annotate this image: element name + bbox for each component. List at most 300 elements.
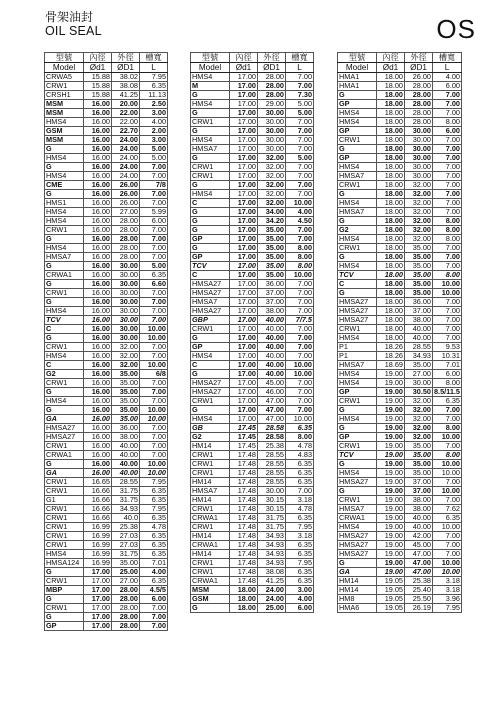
- width-cell: 7.00: [433, 478, 462, 487]
- table-row: [338, 550, 462, 559]
- outer-diameter-cell: 40.00: [258, 361, 286, 370]
- outer-diameter-cell: 22.00: [112, 118, 140, 127]
- model-cell: G: [338, 253, 377, 262]
- table-row: [191, 424, 314, 433]
- model-cell: HMSA27: [338, 298, 377, 307]
- outer-diameter-cell: 26.00: [112, 199, 140, 208]
- width-cell: 7.00: [433, 172, 462, 181]
- outer-diameter-cell: 38.00: [112, 433, 140, 442]
- table-row: [45, 613, 168, 622]
- oil-seal-table-3: [337, 52, 462, 613]
- inner-diameter-cell: 18.00: [377, 118, 405, 127]
- inner-diameter-cell: 18.00: [377, 172, 405, 181]
- width-cell: 7.00: [286, 118, 314, 127]
- outer-diameter-cell: 32.00: [405, 424, 433, 433]
- inner-diameter-cell: 17.00: [230, 163, 258, 172]
- inner-diameter-cell: 16.00: [84, 325, 112, 334]
- width-cell: 5.99: [140, 208, 168, 217]
- width-cell: 7.00: [140, 316, 168, 325]
- table-row: [338, 244, 462, 253]
- model-cell: G: [191, 406, 230, 415]
- model-cell: HM14: [191, 442, 230, 451]
- outer-diameter-cell: 35.00: [112, 415, 140, 424]
- inner-diameter-cell: 19.00: [377, 451, 405, 460]
- outer-diameter-cell: 28.00: [258, 73, 286, 82]
- outer-diameter-cell: 32.00: [112, 361, 140, 370]
- inner-diameter-cell: 19.00: [377, 397, 405, 406]
- width-cell: 7.00: [140, 289, 168, 298]
- outer-diameter-cell: 28.00: [112, 613, 140, 622]
- model-cell: HMS4: [338, 523, 377, 532]
- model-cell: GA: [45, 415, 84, 424]
- table-row: [45, 433, 168, 442]
- table-row: [45, 127, 168, 136]
- table-row: [45, 478, 168, 487]
- width-cell: 9.53: [433, 343, 462, 352]
- width-cell: 10.00: [433, 280, 462, 289]
- inner-diameter-cell: 19.00: [377, 550, 405, 559]
- table-row: [191, 586, 314, 595]
- model-cell: G: [338, 487, 377, 496]
- model-cell: GP: [191, 253, 230, 262]
- model-cell: CRW1: [45, 379, 84, 388]
- table-row: [45, 586, 168, 595]
- table-row: [191, 190, 314, 199]
- model-cell: MSM: [45, 109, 84, 118]
- outer-diameter-cell: 47.00: [405, 568, 433, 577]
- width-cell: 8.00: [433, 235, 462, 244]
- table-row: [45, 595, 168, 604]
- table-row: [45, 271, 168, 280]
- table-row: [338, 541, 462, 550]
- table-row: [45, 208, 168, 217]
- inner-diameter-cell: 17.48: [230, 568, 258, 577]
- width-cell: 7.00: [286, 289, 314, 298]
- table-row: [45, 514, 168, 523]
- width-cell: 7.00: [140, 442, 168, 451]
- inner-diameter-cell: 17.48: [230, 460, 258, 469]
- width-cell: 7.01: [433, 361, 462, 370]
- outer-diameter-cell: 28.00: [112, 253, 140, 262]
- outer-diameter-cell: 38.02: [112, 73, 140, 82]
- inner-diameter-cell: 19.00: [377, 478, 405, 487]
- width-cell: 7/7.5: [286, 316, 314, 325]
- width-cell: 10.00: [286, 415, 314, 424]
- width-cell: 4.5/5: [140, 586, 168, 595]
- inner-diameter-cell: 18.00: [377, 208, 405, 217]
- outer-diameter-cell: 35.00: [258, 253, 286, 262]
- model-cell: CRW1: [45, 514, 84, 523]
- width-cell: 6.00: [433, 82, 462, 91]
- width-cell: 3.18: [286, 496, 314, 505]
- width-cell: 7.95: [286, 559, 314, 568]
- model-cell: GP: [338, 154, 377, 163]
- outer-diameter-cell: 30.15: [258, 496, 286, 505]
- oil-seal-table-2: [190, 52, 314, 613]
- width-cell: 5.00: [286, 100, 314, 109]
- table-row: [338, 226, 462, 235]
- outer-diameter-cell: 35.00: [258, 226, 286, 235]
- outer-diameter-cell: 35.00: [112, 559, 140, 568]
- width-cell: 8.00: [433, 217, 462, 226]
- width-cell: 10.00: [286, 370, 314, 379]
- model-cell: CRWA1: [45, 451, 84, 460]
- inner-diameter-cell: 17.48: [230, 478, 258, 487]
- table-row: [45, 622, 168, 631]
- title-english: OIL SEAL: [45, 24, 102, 38]
- width-cell: 8.00: [286, 433, 314, 442]
- width-cell: 10.00: [433, 289, 462, 298]
- inner-diameter-cell: 17.00: [230, 316, 258, 325]
- od-header-zh: 外徑: [112, 53, 140, 63]
- outer-diameter-cell: 27.00: [112, 208, 140, 217]
- model-cell: CRW1: [191, 469, 230, 478]
- inner-diameter-cell: 17.00: [84, 568, 112, 577]
- table-row: [45, 154, 168, 163]
- inner-diameter-cell: 18.00: [377, 181, 405, 190]
- table-row: [45, 343, 168, 352]
- table-row: [45, 280, 168, 289]
- outer-diameter-cell: 35.00: [405, 271, 433, 280]
- model-cell: MSM: [191, 586, 230, 595]
- model-cell: HM14: [191, 496, 230, 505]
- model-cell: HMS4: [338, 118, 377, 127]
- outer-diameter-cell: 24.00: [258, 595, 286, 604]
- model-cell: CRW1: [45, 343, 84, 352]
- model-cell: G: [191, 127, 230, 136]
- outer-diameter-cell: 30.00: [405, 163, 433, 172]
- width-cell: 7.30: [286, 91, 314, 100]
- outer-diameter-cell: 38.00: [405, 505, 433, 514]
- model-cell: GBP: [191, 316, 230, 325]
- outer-diameter-cell: 35.00: [405, 442, 433, 451]
- width-cell: 7.00: [433, 181, 462, 190]
- table-row: [191, 487, 314, 496]
- inner-diameter-cell: 17.00: [230, 397, 258, 406]
- table-row: [191, 235, 314, 244]
- model-cell: CRW1: [191, 325, 230, 334]
- width-header-en: L: [140, 63, 168, 73]
- outer-diameter-cell: 32.00: [405, 208, 433, 217]
- model-cell: CME: [45, 181, 84, 190]
- table-row: [191, 208, 314, 217]
- table-row: [45, 550, 168, 559]
- outer-diameter-cell: 30.00: [112, 271, 140, 280]
- inner-diameter-cell: 19.00: [377, 415, 405, 424]
- model-cell: GP: [191, 343, 230, 352]
- inner-diameter-cell: 18.00: [377, 82, 405, 91]
- table-row: [191, 172, 314, 181]
- width-cell: 7/8: [140, 181, 168, 190]
- model-cell: M: [191, 82, 230, 91]
- model-cell: HMS4: [191, 352, 230, 361]
- outer-diameter-cell: 32.00: [112, 352, 140, 361]
- inner-diameter-cell: 19.00: [377, 433, 405, 442]
- table-row: [191, 442, 314, 451]
- outer-diameter-cell: 30.00: [112, 289, 140, 298]
- width-cell: 6.35: [286, 469, 314, 478]
- outer-diameter-cell: 30.00: [112, 280, 140, 289]
- table-row: [191, 325, 314, 334]
- width-cell: 7.00: [286, 307, 314, 316]
- model-cell: G: [45, 568, 84, 577]
- table-row: [338, 280, 462, 289]
- table-row: [45, 469, 168, 478]
- inner-diameter-cell: 17.00: [230, 262, 258, 271]
- table-row: [191, 595, 314, 604]
- inner-diameter-cell: 17.00: [230, 109, 258, 118]
- header-row-en: [338, 63, 462, 73]
- outer-diameter-cell: 36.00: [112, 424, 140, 433]
- inner-diameter-cell: 19.05: [377, 595, 405, 604]
- model-cell: CRW1: [338, 496, 377, 505]
- table-row: [338, 163, 462, 172]
- width-cell: 7.00: [140, 343, 168, 352]
- model-cell: G: [338, 289, 377, 298]
- outer-diameter-cell: 34.93: [258, 550, 286, 559]
- inner-diameter-cell: 18.00: [377, 199, 405, 208]
- inner-diameter-cell: 18.00: [377, 91, 405, 100]
- table-row: [191, 298, 314, 307]
- width-cell: 3.18: [286, 532, 314, 541]
- inner-diameter-cell: 17.00: [84, 613, 112, 622]
- inner-diameter-cell: 16.00: [84, 451, 112, 460]
- width-cell: 6.00: [433, 127, 462, 136]
- model-cell: P1: [338, 352, 377, 361]
- outer-diameter-cell: 35.00: [405, 244, 433, 253]
- table-row: [45, 262, 168, 271]
- inner-diameter-cell: 17.00: [84, 604, 112, 613]
- width-cell: 4.83: [286, 451, 314, 460]
- table-row: [45, 118, 168, 127]
- table-row: [338, 514, 462, 523]
- outer-diameter-cell: 30.00: [258, 136, 286, 145]
- model-cell: HMS4: [338, 199, 377, 208]
- width-cell: 6.00: [433, 370, 462, 379]
- outer-diameter-cell: 31.75: [112, 496, 140, 505]
- outer-diameter-cell: 32.00: [112, 343, 140, 352]
- inner-diameter-cell: 16.00: [84, 109, 112, 118]
- inner-diameter-cell: 18.00: [377, 289, 405, 298]
- inner-diameter-cell: 17.00: [230, 388, 258, 397]
- model-cell: G: [338, 424, 377, 433]
- model-cell: CRW1: [338, 397, 377, 406]
- table-row: [45, 496, 168, 505]
- model-cell: HMS4: [338, 334, 377, 343]
- outer-diameter-cell: 25.00: [112, 568, 140, 577]
- inner-diameter-cell: 17.00: [230, 136, 258, 145]
- model-cell: HMS4: [338, 469, 377, 478]
- model-cell: G2: [191, 433, 230, 442]
- outer-diameter-cell: 40.00: [112, 469, 140, 478]
- brand-mark: OS: [436, 14, 476, 44]
- outer-diameter-cell: 47.00: [405, 559, 433, 568]
- table-row: [338, 460, 462, 469]
- table-row: [191, 181, 314, 190]
- inner-diameter-cell: 16.00: [84, 406, 112, 415]
- width-cell: 7.00: [140, 298, 168, 307]
- table-row: [45, 307, 168, 316]
- table-row: [191, 550, 314, 559]
- outer-diameter-cell: 30.00: [112, 262, 140, 271]
- table-row: [45, 253, 168, 262]
- width-cell: 10.00: [433, 460, 462, 469]
- table-row: [45, 388, 168, 397]
- table-row: [45, 532, 168, 541]
- outer-diameter-cell: 20.00: [112, 100, 140, 109]
- inner-diameter-cell: 16.00: [84, 361, 112, 370]
- width-cell: 6.35: [140, 577, 168, 586]
- outer-diameter-cell: 22.00: [112, 109, 140, 118]
- width-cell: 7.00: [286, 82, 314, 91]
- model-cell: G: [45, 334, 84, 343]
- width-cell: 7.00: [286, 397, 314, 406]
- inner-diameter-cell: 19.00: [377, 514, 405, 523]
- table-row: [191, 460, 314, 469]
- inner-diameter-cell: 16.00: [84, 118, 112, 127]
- inner-diameter-cell: 15.88: [84, 91, 112, 100]
- outer-diameter-cell: 30.00: [405, 154, 433, 163]
- inner-diameter-cell: 16.00: [84, 145, 112, 154]
- width-cell: 7.00: [433, 415, 462, 424]
- model-cell: CRW1: [338, 181, 377, 190]
- model-cell: HMS4: [338, 163, 377, 172]
- table-row: [191, 154, 314, 163]
- model-cell: CRW1: [45, 289, 84, 298]
- model-cell: CRW1: [45, 505, 84, 514]
- table-row: [191, 217, 314, 226]
- outer-diameter-cell: 30.00: [112, 316, 140, 325]
- width-cell: 7.00: [433, 316, 462, 325]
- inner-diameter-cell: 17.48: [230, 541, 258, 550]
- model-cell: HMS4: [45, 352, 84, 361]
- outer-diameter-cell: 30.00: [112, 298, 140, 307]
- inner-diameter-cell: 17.48: [230, 469, 258, 478]
- model-cell: HMS4: [338, 109, 377, 118]
- width-cell: 5.00: [140, 145, 168, 154]
- width-cell: 11.13: [140, 91, 168, 100]
- model-cell: CRWA5: [45, 73, 84, 82]
- table-row: [45, 145, 168, 154]
- inner-diameter-cell: 19.00: [377, 442, 405, 451]
- width-cell: 7.95: [433, 604, 462, 613]
- model-cell: HMSA7: [191, 487, 230, 496]
- model-cell: HM14: [338, 577, 377, 586]
- model-cell: G: [45, 406, 84, 415]
- table-row: [191, 82, 314, 91]
- width-cell: 7.00: [433, 253, 462, 262]
- table-row: [45, 199, 168, 208]
- width-cell: 7.00: [140, 424, 168, 433]
- outer-diameter-cell: 42.00: [405, 532, 433, 541]
- outer-diameter-cell: 27.00: [405, 370, 433, 379]
- oil-seal-table-1: [44, 52, 168, 631]
- table-row: [45, 460, 168, 469]
- model-cell: GP: [338, 388, 377, 397]
- model-cell: CRW1: [45, 604, 84, 613]
- table-row: [338, 442, 462, 451]
- outer-diameter-cell: 30.00: [112, 334, 140, 343]
- table-row: [191, 478, 314, 487]
- outer-diameter-cell: 47.00: [258, 415, 286, 424]
- inner-diameter-cell: 17.00: [230, 280, 258, 289]
- model-cell: HMS4: [45, 208, 84, 217]
- table-row: [45, 316, 168, 325]
- table-row: [45, 415, 168, 424]
- outer-diameter-cell: 40.00: [112, 460, 140, 469]
- outer-diameter-cell: 32.00: [258, 154, 286, 163]
- outer-diameter-cell: 32.00: [258, 181, 286, 190]
- inner-diameter-cell: 17.45: [230, 433, 258, 442]
- width-cell: 2.00: [140, 127, 168, 136]
- outer-diameter-cell: 25.38: [258, 442, 286, 451]
- width-cell: 7.00: [286, 73, 314, 82]
- inner-diameter-cell: 17.00: [230, 334, 258, 343]
- width-cell: 3.00: [140, 109, 168, 118]
- model-cell: G: [191, 217, 230, 226]
- model-cell: G: [191, 91, 230, 100]
- header-row-zh: [338, 53, 462, 63]
- inner-diameter-cell: 18.00: [230, 604, 258, 613]
- inner-diameter-cell: 17.48: [230, 559, 258, 568]
- inner-diameter-cell: 18.26: [377, 343, 405, 352]
- inner-diameter-cell: 17.00: [84, 595, 112, 604]
- table-row: [45, 523, 168, 532]
- outer-diameter-cell: 35.00: [112, 379, 140, 388]
- table-row: [45, 379, 168, 388]
- width-cell: 8.00: [433, 379, 462, 388]
- outer-diameter-cell: 28.00: [112, 217, 140, 226]
- table-row: [191, 415, 314, 424]
- width-cell: 7.00: [286, 334, 314, 343]
- width-cell: 6/8: [140, 370, 168, 379]
- model-cell: HMSA27: [338, 307, 377, 316]
- model-cell: TCV: [45, 316, 84, 325]
- model-cell: TCV: [338, 451, 377, 460]
- model-cell: G: [338, 217, 377, 226]
- model-cell: HMSA27: [191, 280, 230, 289]
- width-cell: 6.00: [286, 604, 314, 613]
- table-row: [45, 181, 168, 190]
- inner-diameter-cell: 17.00: [230, 298, 258, 307]
- model-cell: G: [191, 604, 230, 613]
- width-cell: 7.00: [140, 253, 168, 262]
- model-cell: CRWA1: [191, 541, 230, 550]
- table-row: [338, 154, 462, 163]
- inner-diameter-cell: 19.00: [377, 505, 405, 514]
- model-cell: G: [338, 406, 377, 415]
- outer-diameter-cell: 40.00: [258, 343, 286, 352]
- table-row: [45, 370, 168, 379]
- table-row: [45, 334, 168, 343]
- table-row: [338, 604, 462, 613]
- inner-diameter-cell: 16.99: [84, 532, 112, 541]
- outer-diameter-cell: 40.00: [405, 334, 433, 343]
- width-cell: 7.00: [433, 334, 462, 343]
- model-cell: GP: [338, 433, 377, 442]
- width-cell: 4.00: [286, 595, 314, 604]
- table-row: [191, 568, 314, 577]
- model-cell: HMSA27: [191, 388, 230, 397]
- outer-diameter-cell: 30.00: [258, 127, 286, 136]
- table-row: [191, 505, 314, 514]
- model-cell: HMSA27: [338, 532, 377, 541]
- inner-diameter-cell: 17.48: [230, 496, 258, 505]
- width-cell: 7.00: [140, 199, 168, 208]
- outer-diameter-cell: 24.00: [258, 586, 286, 595]
- table-row: [191, 253, 314, 262]
- model-cell: GP: [338, 127, 377, 136]
